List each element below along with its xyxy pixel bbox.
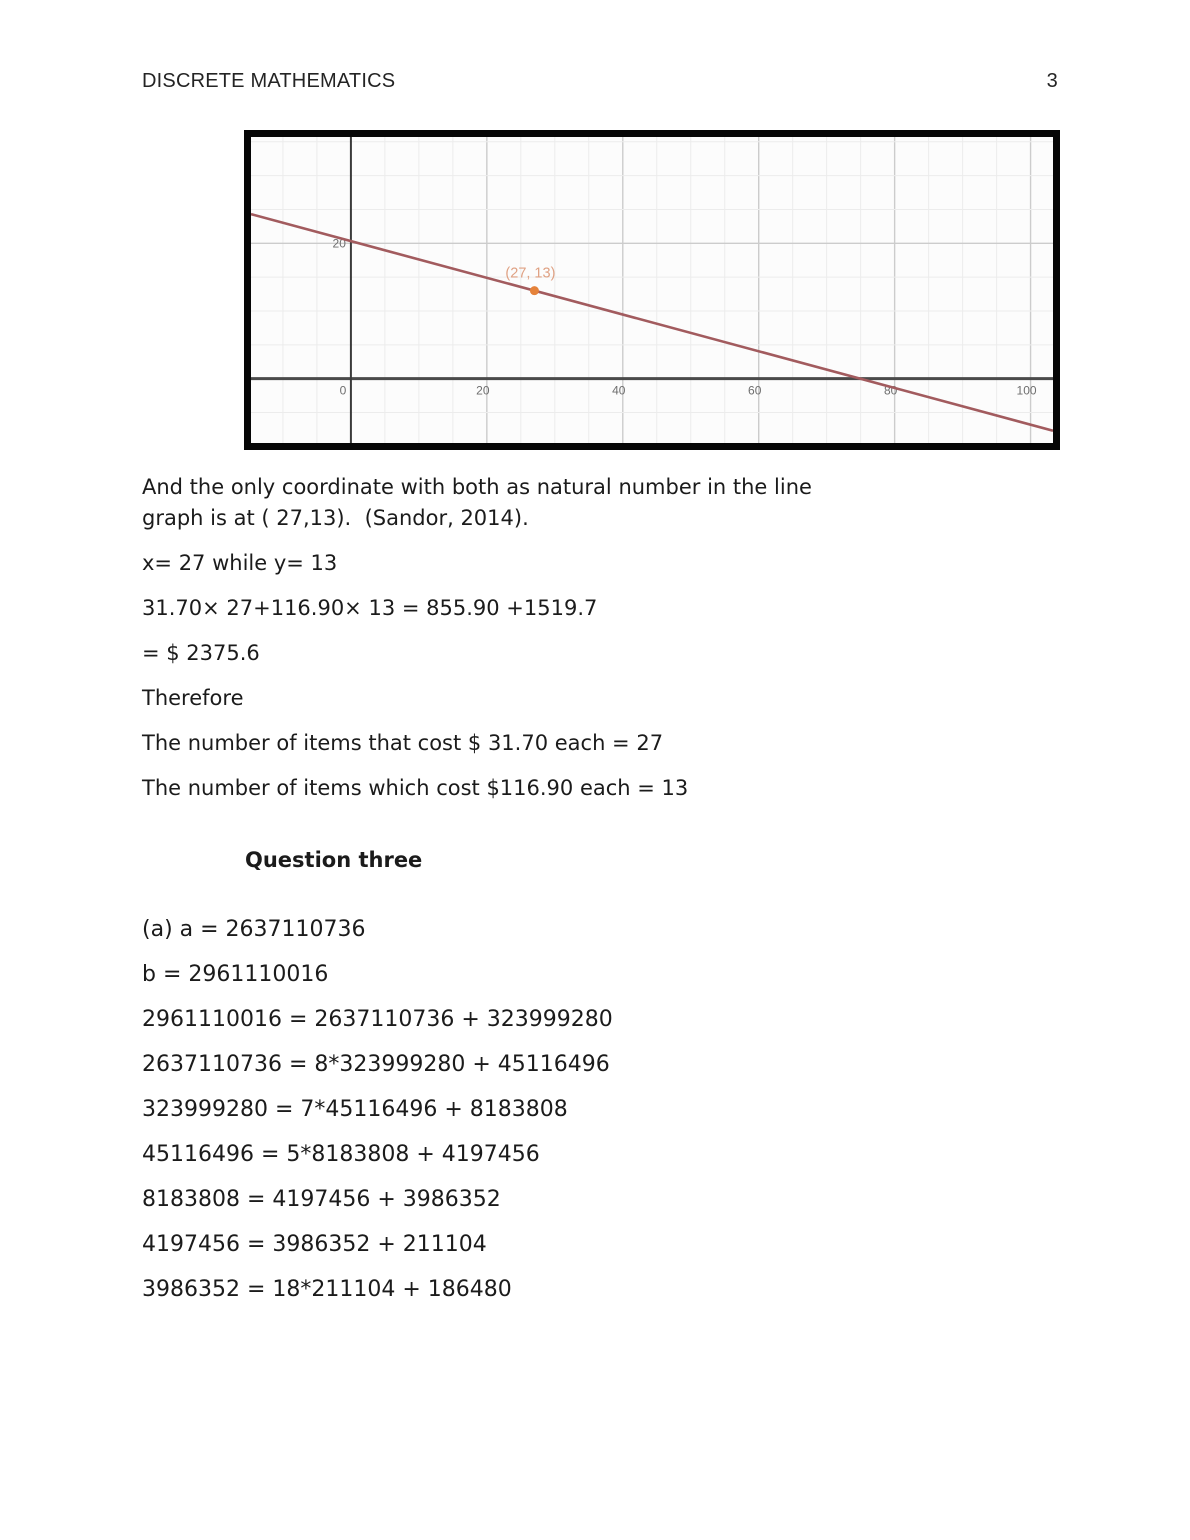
page-number: 3 (1046, 70, 1058, 92)
euclid-step-9: 3986352 = 18*211104 + 186480 (142, 1277, 512, 1302)
marked-point-label: (27, 13) (505, 265, 556, 282)
running-head-title: DISCRETE MATHEMATICS (142, 70, 396, 92)
euclid-step-2: b = 2961110016 (142, 962, 329, 987)
line-graph-figure (244, 130, 1060, 450)
y-tick-label: 20 (332, 236, 346, 251)
therefore-label: Therefore (142, 686, 244, 710)
page-header (142, 70, 1058, 93)
document-body (142, 472, 1058, 1305)
x-tick-label: 100 (1016, 383, 1037, 398)
euclid-step-1: (a) a = 2637110736 (142, 917, 366, 942)
euclid-step-8: 4197456 = 3986352 + 211104 (142, 1232, 487, 1257)
items-count-line-2: The number of items which cost $116.90 each = 13 (142, 776, 689, 800)
xy-values-line: x= 27 while y= 13 (142, 551, 338, 575)
euclid-step-7: 8183808 = 4197456 + 3986352 (142, 1187, 501, 1212)
euclid-step-3: 2961110016 = 2637110736 + 323999280 (142, 1007, 613, 1032)
euclid-step-4: 2637110736 = 8*323999280 + 45116496 (142, 1052, 610, 1077)
intro-line-1: And the only coordinate with both as natural number in the line (142, 475, 812, 499)
euclid-step-6: 45116496 = 5*8183808 + 4197456 (142, 1142, 540, 1167)
intro-line-2: graph is at ( 27,13). (Sandor, 2014). (142, 506, 529, 530)
items-count-line-1: The number of items that cost $ 31.70 each = 27 (142, 731, 664, 755)
total-cost-line: = $ 2375.6 (142, 641, 260, 665)
substitution-equation-line: 31.70× 27+116.90× 13 = 855.90 +1519.7 (142, 596, 598, 620)
x-tick-label: 0 (339, 383, 347, 398)
euclid-step-5: 323999280 = 7*45116496 + 8183808 (142, 1097, 568, 1122)
question-three-heading: Question three (245, 848, 423, 872)
x-tick-label: 80 (883, 383, 898, 398)
x-tick-label: 60 (748, 383, 762, 398)
x-tick-label: 40 (612, 383, 626, 398)
intro-paragraph (142, 472, 1058, 534)
line-graph (251, 137, 1053, 443)
marked-point (530, 286, 539, 295)
x-tick-label: 20 (476, 383, 490, 398)
